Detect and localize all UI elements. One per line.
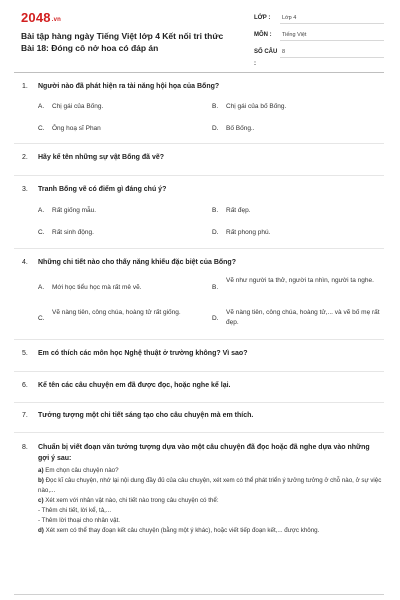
option-letter: C.: [38, 315, 45, 322]
hint-line: d) Xét xem có thể thay đoạn kết câu chuyện (bằng một ý khác), hoặc viết tiếp đoạn kết,... được không.: [38, 527, 320, 534]
option-letter: D.: [212, 229, 219, 236]
question-text: Người nào đã phát hiện ra tài năng hội họa của Bống?: [38, 83, 220, 90]
option-text: Rất sinh động.: [52, 229, 94, 236]
option-text: Chị gái của Bống.: [52, 103, 104, 110]
question-6: [22, 380, 378, 391]
question-divider: [14, 371, 384, 372]
question-divider: [14, 402, 384, 403]
option-letter: C.: [38, 229, 45, 236]
option-c[interactable]: [38, 308, 198, 322]
option-text: Rất giống mẫu.: [52, 207, 97, 214]
option-text: Mới học tiểu học mà rất mê vẽ.: [52, 284, 142, 291]
option-text: Rất phong phú.: [226, 229, 271, 236]
question-3: [22, 184, 378, 195]
question-divider: [14, 248, 384, 249]
question-text: Em có thích các môn học Nghệ thuật ở trường không? Vì sao?: [38, 350, 248, 357]
question-number: 7.: [22, 412, 28, 419]
option-letter: A.: [38, 284, 45, 291]
meta-label: LỚP :: [254, 15, 271, 21]
question-text: Tưởng tượng một chi tiết sáng tạo cho câu chuyện mà em thích.: [38, 412, 254, 419]
question-number: 1.: [22, 83, 28, 90]
option-letter: B.: [212, 284, 219, 291]
logo-suffix: .vn: [51, 17, 62, 23]
option-c[interactable]: [38, 228, 198, 238]
site-logo[interactable]: [21, 10, 61, 25]
meta-label: SỐ CÂU :: [254, 49, 278, 67]
option-b[interactable]: [212, 102, 382, 112]
question-8-hints: [38, 466, 384, 536]
option-text: Vẽ như người ta thở, người ta nhìn, người ta nghe.: [226, 277, 374, 284]
option-letter: B.: [212, 207, 219, 214]
option-d[interactable]: [212, 124, 382, 134]
option-b[interactable]: [212, 276, 380, 291]
question-divider: [14, 175, 384, 176]
question-divider: [14, 432, 384, 433]
option-letter: A.: [38, 103, 45, 110]
question-divider: [14, 143, 384, 144]
question-8: [22, 442, 378, 464]
meta-row-count: [254, 46, 384, 67]
question-7: [22, 410, 378, 421]
document-title: Bài tập hàng ngày Tiếng Việt lớp 4 Kết nối tri thức Bài 18: Đóng cô nở hoa có đáp án: [21, 31, 224, 53]
option-b[interactable]: [212, 206, 382, 216]
option-d[interactable]: [212, 308, 380, 328]
option-a[interactable]: [38, 206, 198, 216]
question-text: Tranh Bống vẽ có điểm gì đáng chú ý?: [38, 186, 167, 193]
question-text: Những chi tiết nào cho thấy năng khiếu đặc biệt của Bống?: [38, 259, 236, 266]
option-text: Vẽ nàng tiên, công chúa, hoàng tử,... và vẽ bố mẹ rất đẹp.: [226, 309, 380, 326]
meta-value: 8: [280, 46, 384, 58]
question-text: Hãy kể tên những sự vật Bống đã vẽ?: [38, 154, 165, 161]
hint-line: b) Đọc kĩ câu chuyện, nhớ lại nội dung đầy đủ của câu chuyện, xét xem có thể phát triển ý tưởng tưởng ở chỗ nào, ở sự việc nào,...: [38, 477, 382, 494]
option-a[interactable]: [38, 283, 198, 293]
question-number: 8.: [22, 444, 28, 451]
question-number: 2.: [22, 154, 28, 161]
question-number: 6.: [22, 382, 28, 389]
question-text: Kể tên các câu chuyện em đã được đọc, hoặc nghe kể lại.: [38, 382, 231, 389]
page-bottom-border: [14, 594, 384, 595]
option-letter: A.: [38, 207, 45, 214]
option-letter: D.: [212, 315, 219, 322]
question-number: 4.: [22, 259, 28, 266]
option-text: Chị gái của bố Bống.: [226, 103, 287, 110]
meta-value: Lớp 4: [280, 12, 384, 24]
hint-line: - Thêm chi tiết, lời kể, tả,...: [38, 507, 112, 514]
option-letter: B.: [212, 103, 219, 110]
option-d[interactable]: [212, 228, 382, 238]
option-c[interactable]: [38, 124, 198, 134]
option-text: Ông hoạ sĩ Phan: [52, 125, 101, 132]
option-text: Bố Bống..: [226, 125, 255, 132]
question-4: [22, 257, 378, 268]
option-letter: D.: [212, 125, 219, 132]
question-number: 5.: [22, 350, 28, 357]
option-letter: C.: [38, 125, 45, 132]
question-text: Chuẩn bị viết đoạn văn tưởng tượng dựa vào một câu chuyện đã đọc hoặc đã nghe dựa vào những gợi ý sau:: [38, 444, 370, 462]
hint-line: - Thêm lời thoại cho nhân vật.: [38, 517, 121, 524]
document-header: [0, 0, 400, 66]
meta-value: Tiếng Việt: [280, 29, 384, 41]
question-1: [22, 81, 378, 92]
meta-label: MÔN :: [254, 32, 272, 38]
document-meta: [254, 12, 384, 67]
option-text: Rất đẹp.: [226, 207, 251, 214]
question-5: [22, 348, 378, 359]
option-text: Vẽ nàng tiên, công chúa, hoàng tử rất giống.: [52, 309, 181, 316]
hint-line: c) Xét xem với nhân vật nào, chi tiết nào trong câu chuyện có thể:: [38, 497, 219, 504]
question-number: 3.: [22, 186, 28, 193]
question-2: [22, 152, 378, 163]
header-divider: [14, 72, 384, 73]
meta-row-subject: [254, 29, 384, 41]
option-a[interactable]: [38, 102, 198, 112]
logo-main: 2048: [21, 10, 51, 25]
hint-line: a) Em chọn câu chuyện nào?: [38, 467, 119, 474]
question-divider: [14, 339, 384, 340]
meta-row-class: [254, 12, 384, 24]
